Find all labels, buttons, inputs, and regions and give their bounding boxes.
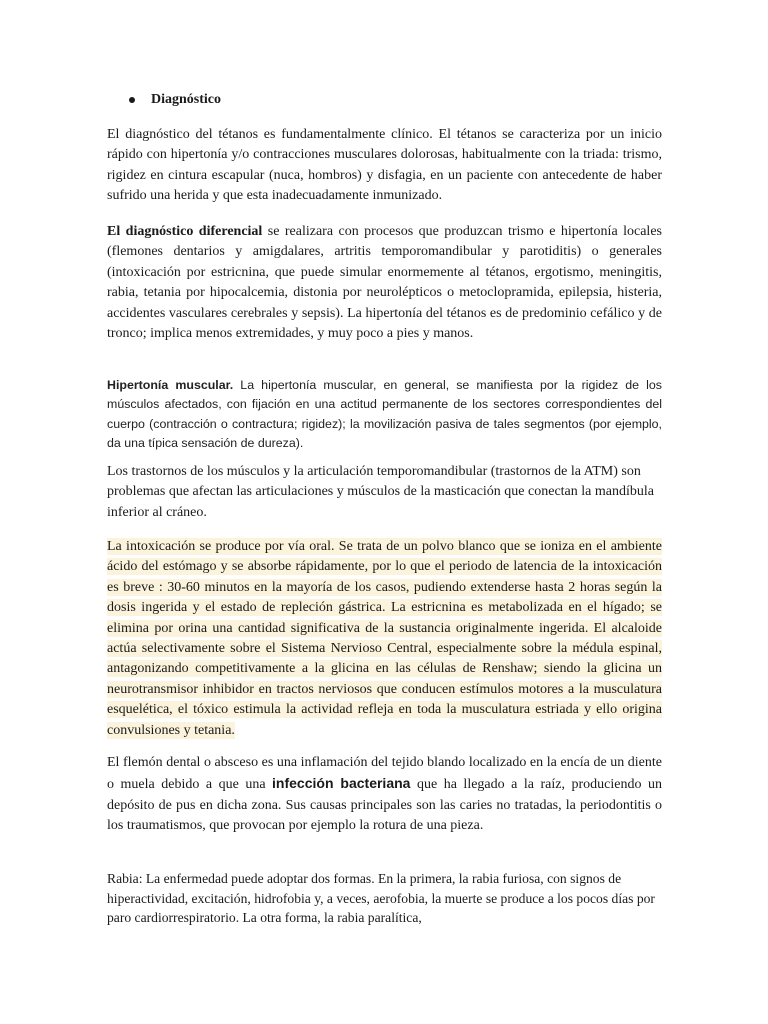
paragraph-diagnosis: El diagnóstico del tétanos es fundamentalmente clínico. El tétanos se caracteriza por un inicio rápido con hipertonía y/o contracciones musculares dolorosas, habitualmente con la triada: trismo, rigidez en cintura escapular (nuca, hombros) y disfagia, en un paciente con antecedente de haber sufrido una herida y que esta inadecuadamente inmunizado. bbox=[107, 127, 662, 204]
paragraph-hypertonia bbox=[107, 376, 662, 454]
paragraph-intoxication bbox=[107, 537, 662, 741]
highlighted-text: La intoxicación se produce por vía oral. Se trata de un polvo blanco que se ioniza en el ambiente ácido del estómago y se absorbe rápidamente, por lo que el periodo de latencia de la intoxicación es breve : 30-60 minutos en la mayoría de los casos, pudiendo extenderse hasta 2 horas según la dosis ingerida y el estado de repleción gástrica. La estricnina es metabolizada en el hígado; se elimina por orina una cantidad significativa de la sustancia originalmente ingerida. El alcaloide actúa selectivamente sobre el Sistema Nervioso Central, especialmente sobre la médula espinal, antagonizando competitivamente a la glicina en las células de Renshaw; siendo la glicina un neurotransmisor inhibidor en tractos nerviosos que conducen estímulos motores a la musculatura esquelética, el tóxico estimula la actividad refleja en toda la musculatura estriada y ello origina convulsiones y tetania. bbox=[107, 539, 662, 738]
section-heading bbox=[129, 92, 221, 108]
differential-term: El diagnóstico diferencial bbox=[107, 224, 263, 239]
paragraph-rabies: Rabia: La enfermedad puede adoptar dos formas. En la primera, la rabia furiosa, con signos de hiperactividad, excitación, hidrofobia y, a veces, aerofobia, la muerte se produce a los pocos días por paro cardiorrespiratorio. La otra forma, la rabia paralítica, bbox=[107, 871, 655, 926]
hypertonia-text: La hipertonía muscular, en general, se manifiesta por la rigidez de los músculos afectados, con fijación en una actitud permanente de los sectores correspondientes del cuerpo (contracción o contractura; rigidez); la movilización pasiva de tales segmentos (por ejemplo, da una típica sensación de dureza). bbox=[107, 378, 662, 451]
abscess-term: infección bacteriana bbox=[272, 775, 411, 792]
section-heading-label: Diagnóstico bbox=[151, 92, 221, 107]
abscess-text-b: que ha llegado a la raíz, produciendo un depósito de pus en dicha zona. Sus causas principales son las caries no tratadas, la periodontitis o los traumatismos, que provocan por ejemplo la rotura de una pieza. bbox=[107, 777, 662, 834]
bullet-icon bbox=[129, 97, 135, 103]
paragraph-differential bbox=[107, 222, 662, 344]
differential-text: se realizara con procesos que produzcan trismo e hipertonía locales (flemones dentarios y amigdalares, artritis temporomandibular y parotiditis) o generales (intoxicación por estricnina, que puede simular enormemente al tétanos, ergotismo, meningitis, rabia, tetania por hipocalcemia, distonia por neurolépticos o metoclopramida, epilepsia, histeria, accidentes vasculares cerebrales y sepsis). La hipertonía del tétanos es de predominio cefálico y de tronco; implica menos extremidades, y muy poco a pies y manos. bbox=[107, 224, 662, 342]
paragraph-atm: Los trastornos de los músculos y la articulación temporomandibular (trastornos de la ATM) son problemas que afectan las articulaciones y músculos de la masticación que conectan la mandíbula inferior al cráneo. bbox=[107, 464, 654, 520]
paragraph-dental-abscess bbox=[107, 753, 662, 837]
abscess-text-a: El flemón dental o absceso es una inflamación del tejido blando localizado en la encía de un diente o muela debido a que una bbox=[107, 755, 662, 793]
hypertonia-term: Hipertonía muscular. bbox=[107, 378, 234, 392]
